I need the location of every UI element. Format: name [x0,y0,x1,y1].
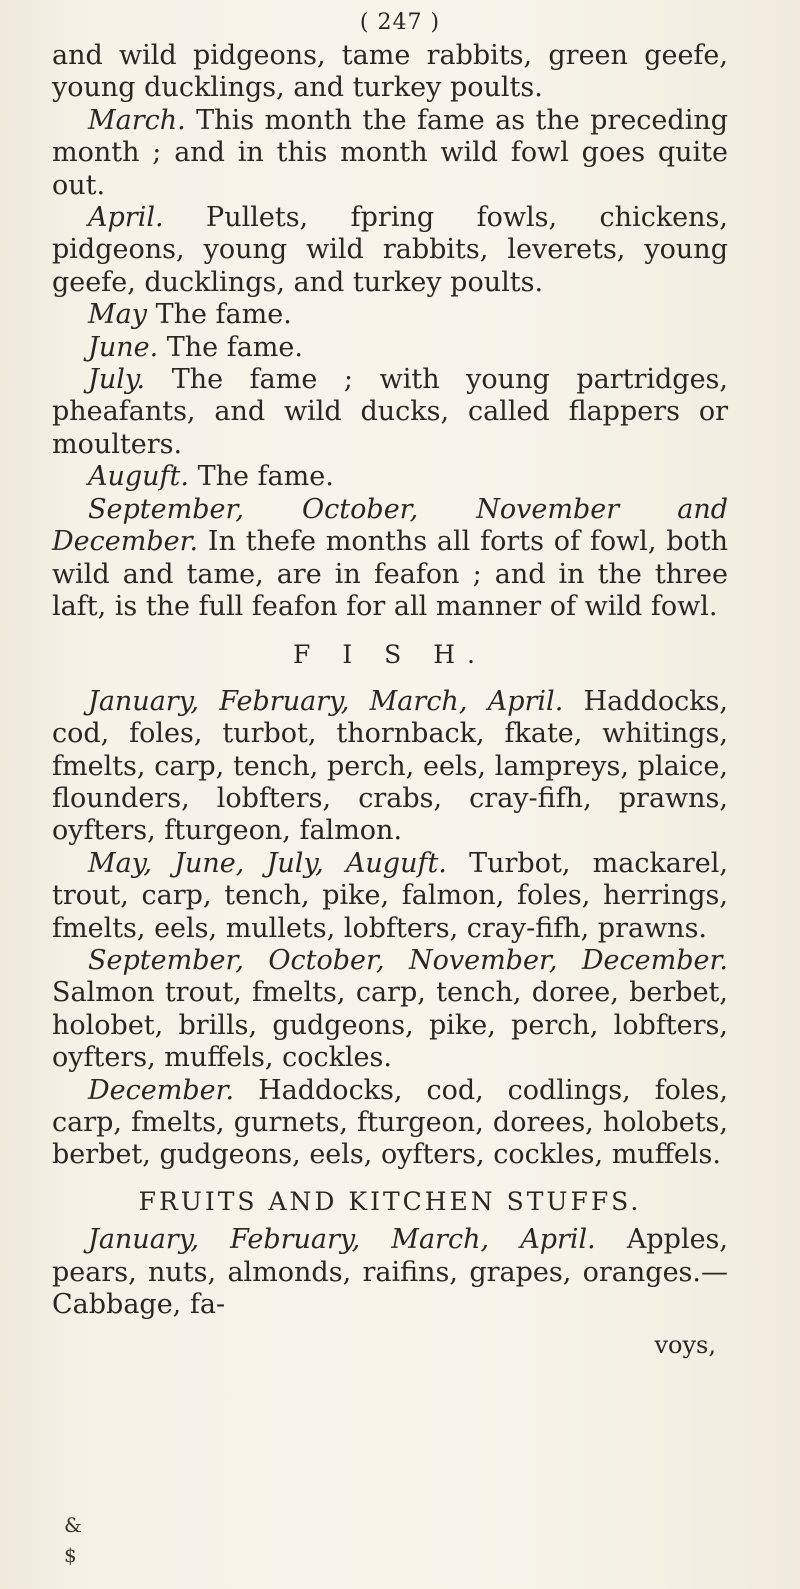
bottom-marks [64,1510,82,1570]
dollar-mark: $ [64,1543,77,1567]
month-label: May, June, July, Auguft. [88,847,447,879]
ampersand-mark: & [64,1513,82,1537]
month-label: September, October, November, December. [88,944,728,976]
paragraph [52,945,728,1075]
paragraph-text: Haddocks, cod, codlings, foles, carp, fmelts, gurnets, fturgeon, dorees, holobets, berbet, gudgeons, eels, oyfters, cockles, muffels. [52,1074,728,1171]
paragraph [52,202,728,299]
paragraph-text: Pullets, fpring fowls, chickens, pidgeons, young wild rabbits, leverets, young geefe, ducklings, and turkey poults. [52,202,728,298]
page-text [52,40,728,1362]
paragraph-text: The fame. [189,461,334,493]
paragraph [52,494,728,624]
paragraph [52,364,728,461]
paragraph [52,1075,728,1172]
paragraph [52,105,728,202]
month-label: Auguft. [88,461,189,493]
month-label: July. [88,364,146,396]
paragraph-text: Turbot, mackarel, trout, carp, tench, pike, falmon, foles, herrings, fmelts, eels, mullets, lobfters, cray-fifh, prawns. [52,847,728,944]
page-number: ( 247 ) [359,10,441,35]
fish-heading: F I S H. [293,640,487,670]
paragraph-text: Apples, pears, nuts, almonds, raifins, grapes, oranges.—Cabbage, fa- [52,1224,728,1321]
month-label: January, February, March, April. [88,1224,596,1256]
month-label: December. [88,1074,235,1106]
paragraph [52,299,728,331]
month-label: June. [88,331,159,363]
paragraph [52,461,728,493]
paragraph-text: This month the fame as the preceding month ; and in this month wild fowl goes quite out. [52,104,728,201]
paragraph-text: In thefe months all forts of fowl, both wild and tame, are in feafon ; and in the three laft, is the full feafon for all manner of wild fowl. [52,526,728,622]
fruits-heading: FRUITS AND KITCHEN STUFFS. [138,1186,642,1216]
paragraph-text: Haddocks, cod, foles, turbot, thornback, fkate, whitings, fmelts, carp, tench, perch, eels, lampreys, plaice, flounders, lobfters, crabs, cray-fifh, prawns, oyfters, fturgeon, falmon. [52,685,728,847]
paragraph-text: The fame. [158,331,303,363]
month-label: January, February, March, April. [88,685,564,717]
paragraph-text: The fame. [147,299,292,331]
month-label: September, October, November and December. [52,493,728,558]
paragraph-text: Salmon trout, fmelts, carp, tench, doree, berbet, holobet, brills, gudgeons, pike, perch, lobfters, oyfters, muffels, cockles. [52,977,728,1074]
paragraph [52,332,728,364]
paragraph [52,686,728,848]
paragraph-text: The fame ; with young partridges, pheafants, and wild ducks, called flappers or moulters. [52,364,728,460]
month-label: April. [88,202,164,234]
paragraph [52,848,728,945]
paragraph [52,40,728,105]
paragraph-text: and wild pidgeons, tame rabbits, green geefe, young ducklings, and turkey poults. [52,40,728,104]
paragraph [52,1224,728,1321]
month-label: May [88,299,147,331]
month-label: March. [88,104,186,136]
catchword: voys, [654,1331,716,1360]
